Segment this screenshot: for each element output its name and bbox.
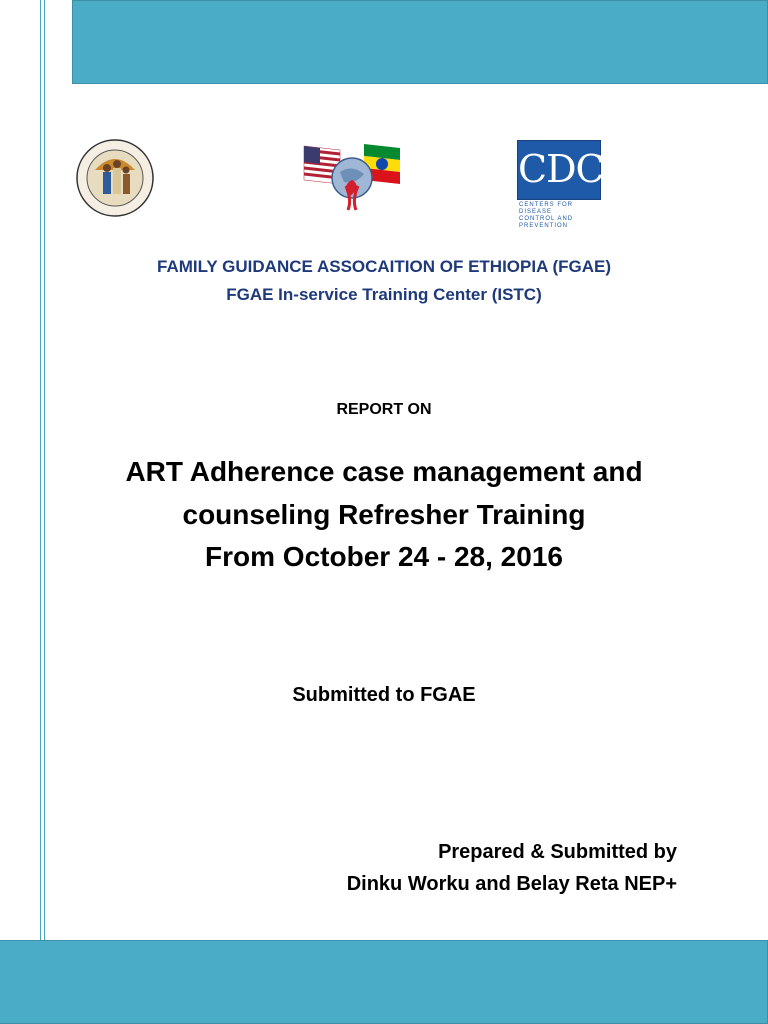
cdc-logo bbox=[517, 140, 604, 229]
cdc-logo-text: CDC bbox=[518, 147, 604, 191]
report-title-line-1: ART Adherence case management and bbox=[125, 456, 643, 487]
top-banner bbox=[72, 0, 768, 84]
training-center-name: FGAE In-service Training Center (ISTC) bbox=[226, 285, 542, 304]
prepared-by-names: Dinku Worku and Belay Reta NEP+ bbox=[346, 873, 677, 895]
bottom-banner bbox=[0, 940, 768, 1024]
cdc-logo-subtext bbox=[519, 202, 603, 230]
report-title-line-2: counseling Refresher Training bbox=[182, 499, 586, 530]
report-on-label: REPORT ON bbox=[336, 401, 432, 418]
cdc-subtext-line-2: CONTROL AND PREVENTION bbox=[519, 216, 574, 229]
prepared-by-label: Prepared & Submitted by bbox=[438, 841, 677, 863]
cdc-logo-box bbox=[517, 140, 604, 200]
organization-name: FAMILY GUIDANCE ASSOCAITION OF ETHIOPIA (FGAE) bbox=[157, 257, 611, 276]
cdc-subtext-line-1: CENTERS FOR DISEASE bbox=[519, 202, 574, 215]
submitted-to: Submitted to FGAE bbox=[292, 684, 476, 706]
fgae-logo bbox=[73, 138, 157, 218]
us-ethiopia-flags-logo bbox=[300, 140, 404, 214]
report-title-line-3: From October 24 - 28, 2016 bbox=[205, 541, 563, 572]
